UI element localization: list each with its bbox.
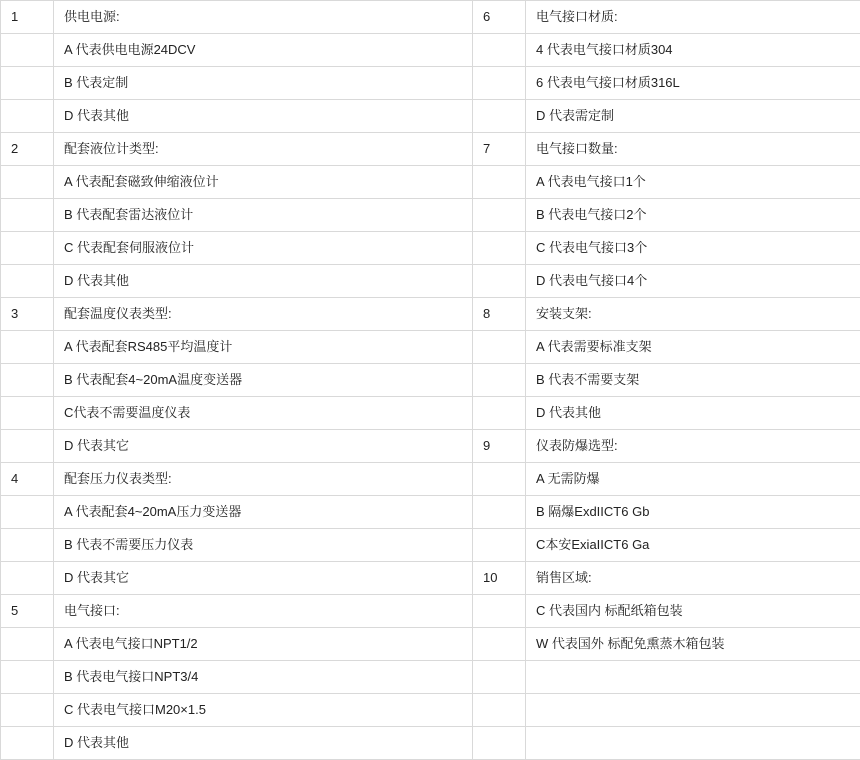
left-index-cell xyxy=(1,694,54,727)
left-text-cell: D 代表其他 xyxy=(54,727,473,760)
left-index-cell xyxy=(1,166,54,199)
table-row xyxy=(1,463,860,496)
right-text-cell xyxy=(526,661,860,694)
right-index-cell xyxy=(473,67,526,100)
left-text-cell: C代表不需要温度仪表 xyxy=(54,397,473,430)
left-text-cell: C 代表配套伺服液位计 xyxy=(54,232,473,265)
right-index-cell: 9 xyxy=(473,430,526,463)
table-row xyxy=(1,331,860,364)
right-text-cell: A 代表需要标准支架 xyxy=(526,331,860,364)
right-index-cell xyxy=(473,727,526,760)
right-text-cell xyxy=(526,694,860,727)
left-text-cell: A 代表配套RS485平均温度计 xyxy=(54,331,473,364)
right-text-cell: B 代表电气接口2个 xyxy=(526,199,860,232)
left-index-cell xyxy=(1,331,54,364)
table-row xyxy=(1,628,860,661)
table-row xyxy=(1,67,860,100)
left-text-cell: D 代表其它 xyxy=(54,562,473,595)
table-row xyxy=(1,496,860,529)
right-index-cell: 8 xyxy=(473,298,526,331)
right-text-cell: A 无需防爆 xyxy=(526,463,860,496)
table-row xyxy=(1,661,860,694)
left-index-cell xyxy=(1,199,54,232)
left-text-cell: 配套压力仪表类型: xyxy=(54,463,473,496)
right-text-cell: 安装支架: xyxy=(526,298,860,331)
right-text-cell: 销售区域: xyxy=(526,562,860,595)
left-index-cell xyxy=(1,232,54,265)
right-text-cell: D 代表需定制 xyxy=(526,100,860,133)
right-text-cell: B 隔爆ExdIICT6 Gb xyxy=(526,496,860,529)
table-row xyxy=(1,529,860,562)
left-text-cell: 电气接口: xyxy=(54,595,473,628)
left-index-cell xyxy=(1,364,54,397)
left-index-cell xyxy=(1,67,54,100)
left-index-cell xyxy=(1,661,54,694)
table-row xyxy=(1,1,860,34)
left-text-cell: 供电电源: xyxy=(54,1,473,34)
left-index-cell: 3 xyxy=(1,298,54,331)
left-text-cell: B 代表配套4~20mA温度变送器 xyxy=(54,364,473,397)
left-index-cell xyxy=(1,265,54,298)
right-text-cell: 4 代表电气接口材质304 xyxy=(526,34,860,67)
left-text-cell: B 代表定制 xyxy=(54,67,473,100)
table-row xyxy=(1,298,860,331)
right-text-cell: B 代表不需要支架 xyxy=(526,364,860,397)
table-row xyxy=(1,100,860,133)
right-text-cell: 仪表防爆选型: xyxy=(526,430,860,463)
right-index-cell: 6 xyxy=(473,1,526,34)
right-index-cell xyxy=(473,34,526,67)
left-text-cell: B 代表不需要压力仪表 xyxy=(54,529,473,562)
left-text-cell: C 代表电气接口M20×1.5 xyxy=(54,694,473,727)
left-index-cell: 1 xyxy=(1,1,54,34)
table-row xyxy=(1,430,860,463)
table-row xyxy=(1,694,860,727)
left-index-cell xyxy=(1,34,54,67)
right-text-cell: 电气接口数量: xyxy=(526,133,860,166)
right-index-cell xyxy=(473,331,526,364)
left-text-cell: A 代表供电电源24DCV xyxy=(54,34,473,67)
table-row xyxy=(1,727,860,760)
right-index-cell xyxy=(473,463,526,496)
right-index-cell xyxy=(473,364,526,397)
left-index-cell xyxy=(1,496,54,529)
table-row xyxy=(1,562,860,595)
left-text-cell: D 代表其他 xyxy=(54,100,473,133)
right-text-cell xyxy=(526,727,860,760)
left-index-cell xyxy=(1,397,54,430)
table-row xyxy=(1,232,860,265)
left-text-cell: A 代表配套磁致伸缩液位计 xyxy=(54,166,473,199)
right-index-cell xyxy=(473,397,526,430)
right-index-cell xyxy=(473,166,526,199)
right-index-cell: 7 xyxy=(473,133,526,166)
right-text-cell: C 代表国内 标配纸箱包装 xyxy=(526,595,860,628)
right-text-cell: D 代表其他 xyxy=(526,397,860,430)
table-row xyxy=(1,133,860,166)
left-index-cell xyxy=(1,100,54,133)
right-index-cell: 10 xyxy=(473,562,526,595)
right-index-cell xyxy=(473,661,526,694)
left-text-cell: D 代表其他 xyxy=(54,265,473,298)
left-index-cell: 4 xyxy=(1,463,54,496)
left-text-cell: B 代表配套雷达液位计 xyxy=(54,199,473,232)
right-text-cell: D 代表电气接口4个 xyxy=(526,265,860,298)
left-index-cell xyxy=(1,430,54,463)
right-index-cell xyxy=(473,628,526,661)
right-text-cell: A 代表电气接口1个 xyxy=(526,166,860,199)
right-text-cell: C本安ExiaIICT6 Ga xyxy=(526,529,860,562)
table-body xyxy=(1,1,860,760)
right-index-cell xyxy=(473,595,526,628)
table-row xyxy=(1,364,860,397)
right-index-cell xyxy=(473,496,526,529)
right-text-cell: C 代表电气接口3个 xyxy=(526,232,860,265)
left-text-cell: A 代表电气接口NPT1/2 xyxy=(54,628,473,661)
table-row xyxy=(1,34,860,67)
table-row xyxy=(1,166,860,199)
right-text-cell: 6 代表电气接口材质316L xyxy=(526,67,860,100)
left-index-cell xyxy=(1,529,54,562)
right-index-cell xyxy=(473,199,526,232)
left-index-cell: 5 xyxy=(1,595,54,628)
right-text-cell: 电气接口材质: xyxy=(526,1,860,34)
left-index-cell xyxy=(1,727,54,760)
table-row xyxy=(1,265,860,298)
right-index-cell xyxy=(473,265,526,298)
left-text-cell: A 代表配套4~20mA压力变送器 xyxy=(54,496,473,529)
right-index-cell xyxy=(473,232,526,265)
left-index-cell: 2 xyxy=(1,133,54,166)
table-row xyxy=(1,199,860,232)
left-text-cell: 配套液位计类型: xyxy=(54,133,473,166)
right-index-cell xyxy=(473,694,526,727)
table-row xyxy=(1,595,860,628)
left-index-cell xyxy=(1,628,54,661)
left-text-cell: D 代表其它 xyxy=(54,430,473,463)
right-text-cell: W 代表国外 标配免熏蒸木箱包装 xyxy=(526,628,860,661)
right-index-cell xyxy=(473,100,526,133)
left-index-cell xyxy=(1,562,54,595)
left-text-cell: B 代表电气接口NPT3/4 xyxy=(54,661,473,694)
right-index-cell xyxy=(473,529,526,562)
table-row xyxy=(1,397,860,430)
left-text-cell: 配套温度仪表类型: xyxy=(54,298,473,331)
